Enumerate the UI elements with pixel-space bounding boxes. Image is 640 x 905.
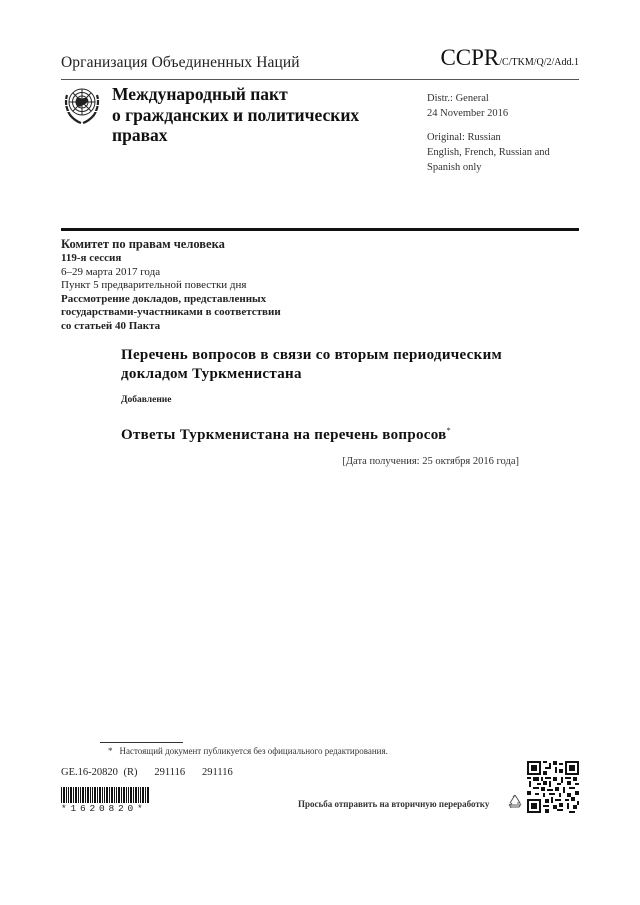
answers-title-text: Ответы Туркменистана на перечень вопросов — [121, 427, 447, 443]
barcode-icon — [61, 787, 150, 803]
agenda-item: Пункт 5 предварительной повестки дня — [61, 279, 247, 291]
footnote-rule — [100, 742, 183, 743]
section-rule — [61, 228, 579, 231]
addendum-label: Добавление — [121, 395, 172, 405]
document-title — [121, 346, 502, 383]
document-title-line: докладом Туркменистана — [121, 365, 302, 382]
agenda-title-line: со статьей 40 Пакта — [61, 319, 161, 332]
footnote — [108, 746, 388, 756]
distr-status: Distr.: General — [427, 93, 489, 104]
header-rule — [61, 79, 579, 80]
job-number: GE.16-20820 (R) — [61, 767, 138, 778]
agenda-title-line: государствами-участниками в соответствии — [61, 306, 281, 318]
un-emblem-icon — [62, 83, 102, 125]
date-received: [Дата получения: 25 октября 2016 года] — [342, 456, 519, 467]
session: 119-я сессия — [61, 252, 122, 264]
distr-date: 24 November 2016 — [427, 108, 509, 119]
original-language: Original: Russian — [427, 132, 501, 143]
languages-line: Spanish only — [427, 162, 482, 173]
footnote-star: * — [108, 746, 113, 756]
committee-block — [61, 237, 281, 333]
treaty-title-line: о гражданских и политических — [112, 104, 360, 125]
date-code: 291116 — [201, 767, 233, 778]
distribution-info — [427, 91, 550, 175]
job-number-line — [61, 767, 233, 778]
document-title-line: Перечень вопросов в связи со вторым периодическим — [121, 347, 503, 363]
symbol-main: CCPR — [440, 45, 500, 70]
languages-line: English, French, Russian and — [427, 147, 550, 158]
agenda-title-line: Рассмотрение докладов, представленных — [61, 292, 267, 305]
answers-title — [121, 426, 451, 444]
treaty-title-line: правах — [112, 125, 168, 145]
qr-code-icon[interactable] — [527, 761, 579, 813]
recycle-notice: Просьба отправить на вторичную переработку — [298, 799, 490, 809]
date-code: 291116 — [154, 767, 186, 778]
organization-name: Организация Объединенных Наций — [61, 54, 300, 71]
recycle-icon — [507, 793, 523, 810]
treaty-title — [112, 84, 359, 146]
committee-name: Комитет по правам человека — [61, 237, 225, 251]
footnote-marker[interactable]: * — [446, 426, 451, 435]
footnote-text: Настоящий документ публикуется без официального редактирования. — [119, 746, 388, 756]
barcode-number: *1620820* — [61, 803, 147, 814]
treaty-title-line: Международный пакт — [112, 84, 288, 104]
symbol-suffix: /C/TKM/Q/2/Add.1 — [499, 57, 579, 68]
document-symbol — [440, 45, 579, 71]
session-dates: 6–29 марта 2017 года — [61, 265, 161, 278]
